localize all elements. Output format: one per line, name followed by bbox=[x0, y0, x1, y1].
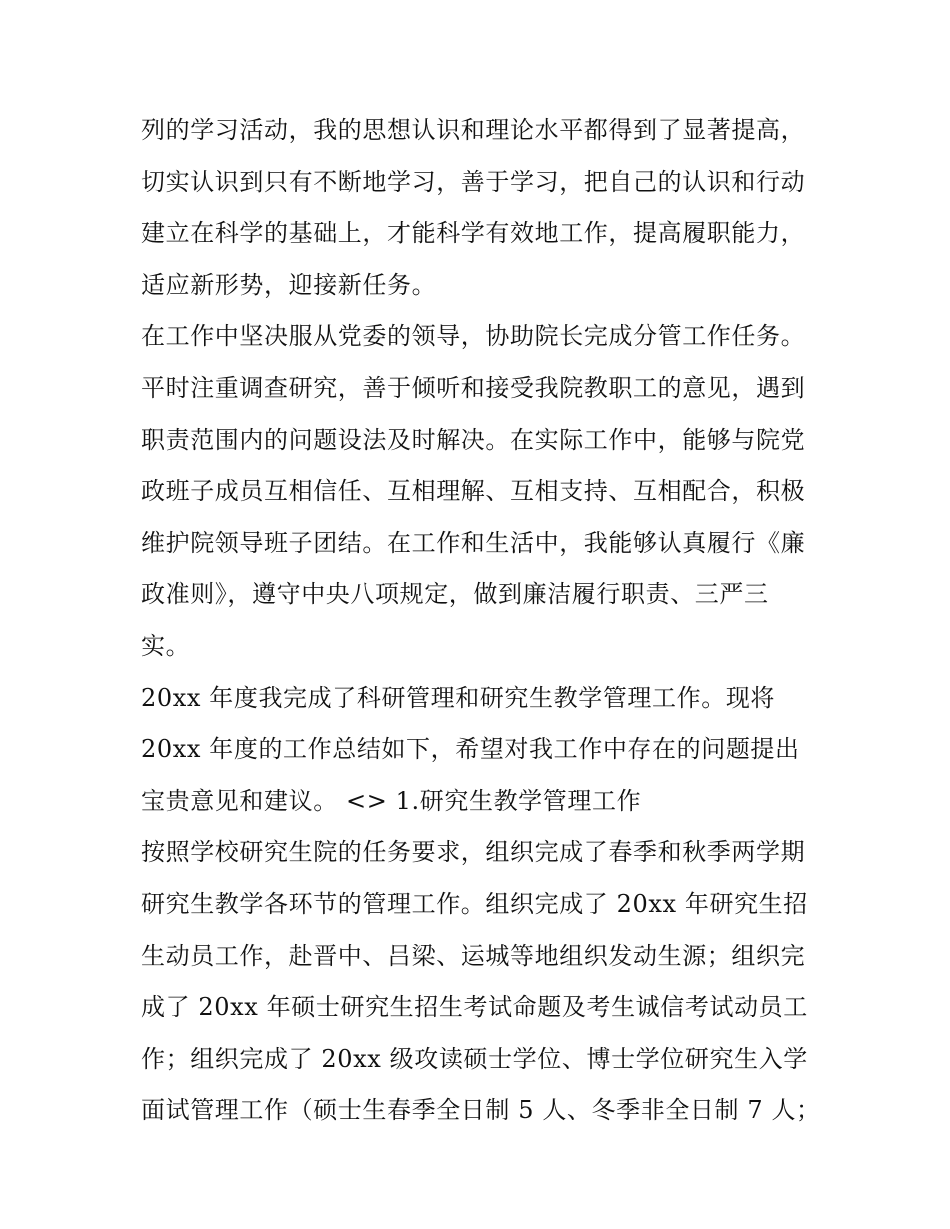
text-line: 维护院领导班子团结。在工作和生活中，我能够认真履行《廉 bbox=[141, 528, 806, 557]
text-line: 实。 bbox=[141, 631, 191, 660]
text-line: 在工作中坚决服从党委的领导，协助院长完成分管工作任务。 bbox=[141, 322, 806, 351]
text-line: 宝贵意见和建议。 <> 1.研究生教学管理工作 bbox=[141, 786, 642, 815]
text-line: 适应新形势，迎接新任务。 bbox=[141, 270, 437, 299]
text-line: 生动员工作，赴晋中、吕梁、运城等地组织发动生源；组织完 bbox=[141, 941, 806, 970]
text-line: 平时注重调查研究，善于倾听和接受我院教职工的意见，遇到 bbox=[141, 373, 806, 402]
text-line: 研究生教学各环节的管理工作。组织完成了 20xx 年研究生招 bbox=[141, 889, 808, 918]
text-line: 建立在科学的基础上，才能科学有效地工作，提高履职能力， bbox=[141, 219, 806, 248]
text-line: 政班子成员互相信任、互相理解、互相支持、互相配合，积极 bbox=[141, 477, 806, 506]
text-line: 政准则》，遵守中央八项规定，做到廉洁履行职责、三严三 bbox=[141, 580, 769, 609]
body-text bbox=[141, 105, 821, 1137]
text-line: 切实认识到只有不断地学习，善于学习，把自己的认识和行动 bbox=[141, 167, 806, 196]
text-line: 作；组织完成了 20xx 级攻读硕士学位、博士学位研究生入学 bbox=[141, 1044, 808, 1073]
text-line: 成了 20xx 年硕士研究生招生考试命题及考生诚信考试动员工 bbox=[141, 993, 808, 1022]
text-line: 职责范围内的问题设法及时解决。在实际工作中，能够与院党 bbox=[141, 425, 806, 454]
text-line: 列的学习活动，我的思想认识和理论水平都得到了显著提高， bbox=[141, 116, 806, 144]
text-line: 20xx 年度我完成了科研管理和研究生教学管理工作。现将 bbox=[141, 683, 776, 712]
text-line: 20xx 年度的工作总结如下，希望对我工作中存在的问题提出 bbox=[141, 735, 800, 764]
text-line: 面试管理工作（硕士生春季全日制 5 人、冬季非全日制 7 人； bbox=[141, 1096, 821, 1125]
text-line: 按照学校研究生院的任务要求，组织完成了春季和秋季两学期 bbox=[141, 838, 806, 867]
